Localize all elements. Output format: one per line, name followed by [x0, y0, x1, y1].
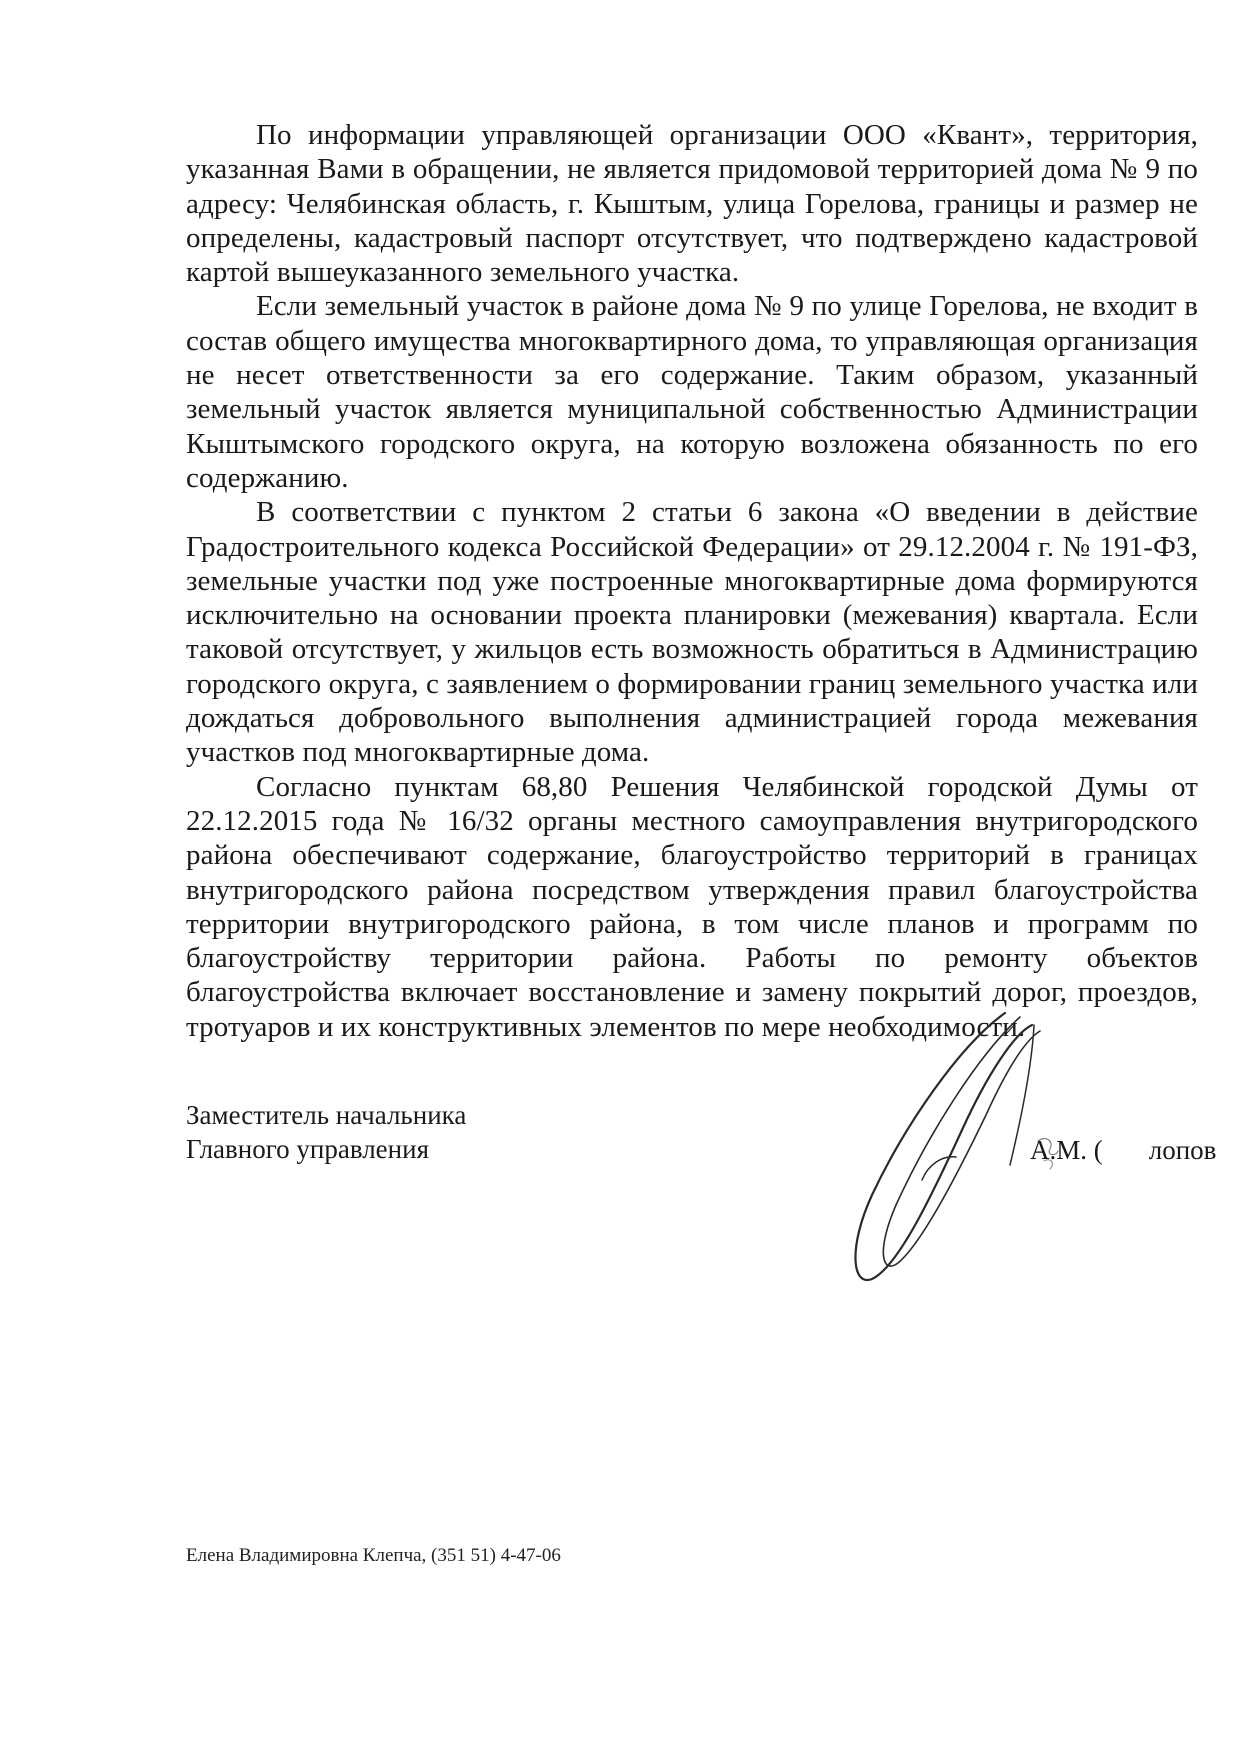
signer-position-line-1: Заместитель начальника [186, 1100, 467, 1130]
signer-name-surname: лопов [1148, 1135, 1217, 1165]
paragraph-4: Согласно пунктам 68,80 Решения Челябинской городской Думы от 22.12.2015 года № 16/32 органы местного самоуправления внутригородского района обеспечивают содержание, благоустройство территорий в границах внутригородского района посредством утверждения правил благоустройства территории внутригородского района, в том числе планов и программ по благоустройству территории района. Работы по ремонту объектов благоустройства включает восстановление и замену покрытий дорог, проездов, тротуаров и их конструктивных элементов по мере необходимости. [186, 770, 1198, 1043]
paragraph-1: По информации управляющей организации ООО «Квант», территория, указанная Вами в обращении, не является придомовой территорией дома № 9 по адресу: Челябинская область, г. Кыштым, улица Горелова, границы и размер не определены, кадастровый паспорт отсутствует, что подтверждено кадастровой картой вышеуказанного земельного участка. [186, 119, 1198, 289]
signer-position-line-2: Главного управления [186, 1134, 429, 1164]
signer-position [186, 1098, 466, 1166]
paragraph-3: В соответствии с пунктом 2 статьи 6 закона «О введении в действие Градостроительного кодекса Российской Федерации» от 29.12.2004 г. № 191-ФЗ, земельные участки под уже построенные многоквартирные дома формируются исключительно на основании проекта планировки (межевания) квартала. Если таковой отсутствует, у жильцов есть возможность обратиться в Администрацию городского округа, с заявлением о формировании границ земельного участка или дождаться добровольного выполнения администрацией города межевания участков под многоквартирные дома. [186, 496, 1198, 769]
signer-name [1030, 1133, 1216, 1167]
paragraph-2: Если земельный участок в районе дома № 9 по улице Горелова, не входит в состав общего имущества многоквартирного дома, то управляющая организация не несет ответственности за его содержание. Таким образом, указанный земельный участок является муниципальной собственностью Администрации Кыштымского городского округа, на которую возложена обязанность по его содержанию. [186, 290, 1198, 494]
executor-contact: Елена Владимировна Клепча, (351 51) 4-47-06 [186, 1545, 561, 1566]
letter-body [186, 118, 1198, 1044]
signer-name-initials: А.М. ( [1030, 1135, 1103, 1165]
